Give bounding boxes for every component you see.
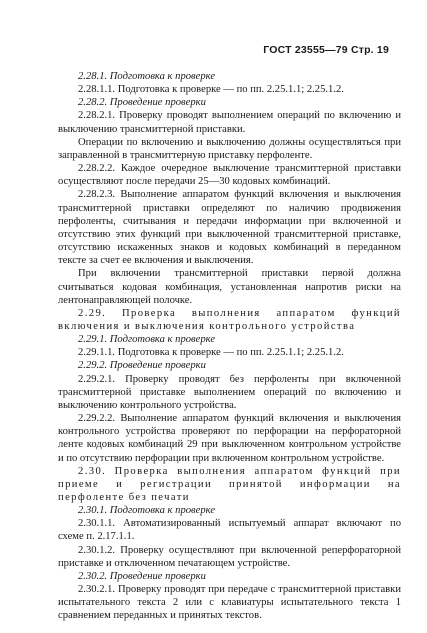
subsection-heading: 2.28.1. Подготовка к проверке — [78, 71, 216, 82]
section-heading: 2.29. Проверка выполнения аппаратом функций включения и выключения контрольного устройства — [58, 307, 401, 332]
section-heading: 2.30. Проверка выполнения аппаратом функций при приеме и регистрации принятой информации на перфоленте без печати — [58, 465, 401, 503]
paragraph: 2.29.1.1. Подготовка к проверке — по пп. 2.25.1.1; 2.25.1.2. — [78, 347, 344, 359]
document-body — [58, 70, 401, 623]
paragraph: 2.28.2.3. Выполнение аппаратом функций включения и выключения трансмиттерной приставки определяют по наличию продвижения перфоленты, считывания и передачи информации при включенной и отсутствию этих функций при выключенной трансмиттерной приставке, отсутствию искаженных знаков и кодовых комбинаций в переданном тексте за счет ее включения и выключения. — [58, 189, 401, 267]
paragraph: 2.28.2.2. Каждое очередное выключение трансмиттерной приставки осуществляют после передачи 25—30 кодовых комбинаций. — [58, 163, 401, 188]
subsection-heading: 2.28.2. Проведение проверки — [78, 97, 206, 109]
page-header: ГОСТ 23555—79 Стр. 19 — [263, 44, 389, 56]
paragraph: 2.30.1.1. Автоматизированный испытуемый аппарат включают по схеме п. 2.17.1.1. — [58, 518, 401, 543]
paragraph: 2.28.2.1. Проверку проводят выполнением операций по включению и выключению трансмиттерной приставки. — [58, 110, 401, 135]
subsection-heading: 2.29.1. Подготовка к проверке — [78, 334, 216, 346]
paragraph: Операции по включению и выключению должны осуществляться при заправленной в трансмиттерную приставку перфоленте. — [58, 136, 401, 161]
paragraph: 2.28.1.1. Подготовка к проверке — по пп. 2.25.1.1; 2.25.1.2. — [78, 84, 344, 96]
paragraph: 2.30.2.1. Проверку проводят при передаче с трансмиттерной приставки испытательного текста 2 или с клавиатуры испытательного текста 1 сравнением переданных и принятых текстов. — [58, 584, 401, 622]
subsection-heading: 2.30.2. Проведение проверки — [78, 570, 206, 582]
subsection-heading: 2.29.2. Проведение проверки — [78, 360, 206, 372]
subsection-heading: 2.30.1. Подготовка к проверке — [78, 505, 216, 517]
paragraph: 2.29.2.1. Проверку проводят без перфоленты при включенной трансмиттерной приставке выполнением операций по включению и выключению контрольного устройства. — [58, 373, 401, 411]
paragraph: При включении трансмиттерной приставки первой должна считываться кодовая комбинация, установленная напротив риски на лентонаправляющей полочке. — [58, 268, 401, 306]
paragraph: 2.29.2.2. Выполнение аппаратом функций включения и выключения контрольного устройства проверяют по перфорации на перфораторной ленте кодовых комбинаций 29 при выключенном контрольном устройстве и по отсутствию перфорации при включенном контрольном устройстве. — [58, 413, 401, 464]
paragraph: 2.30.1.2. Проверку осуществляют при включенной реперфораторной приставке и отключенном печатающем устройстве. — [58, 544, 401, 569]
